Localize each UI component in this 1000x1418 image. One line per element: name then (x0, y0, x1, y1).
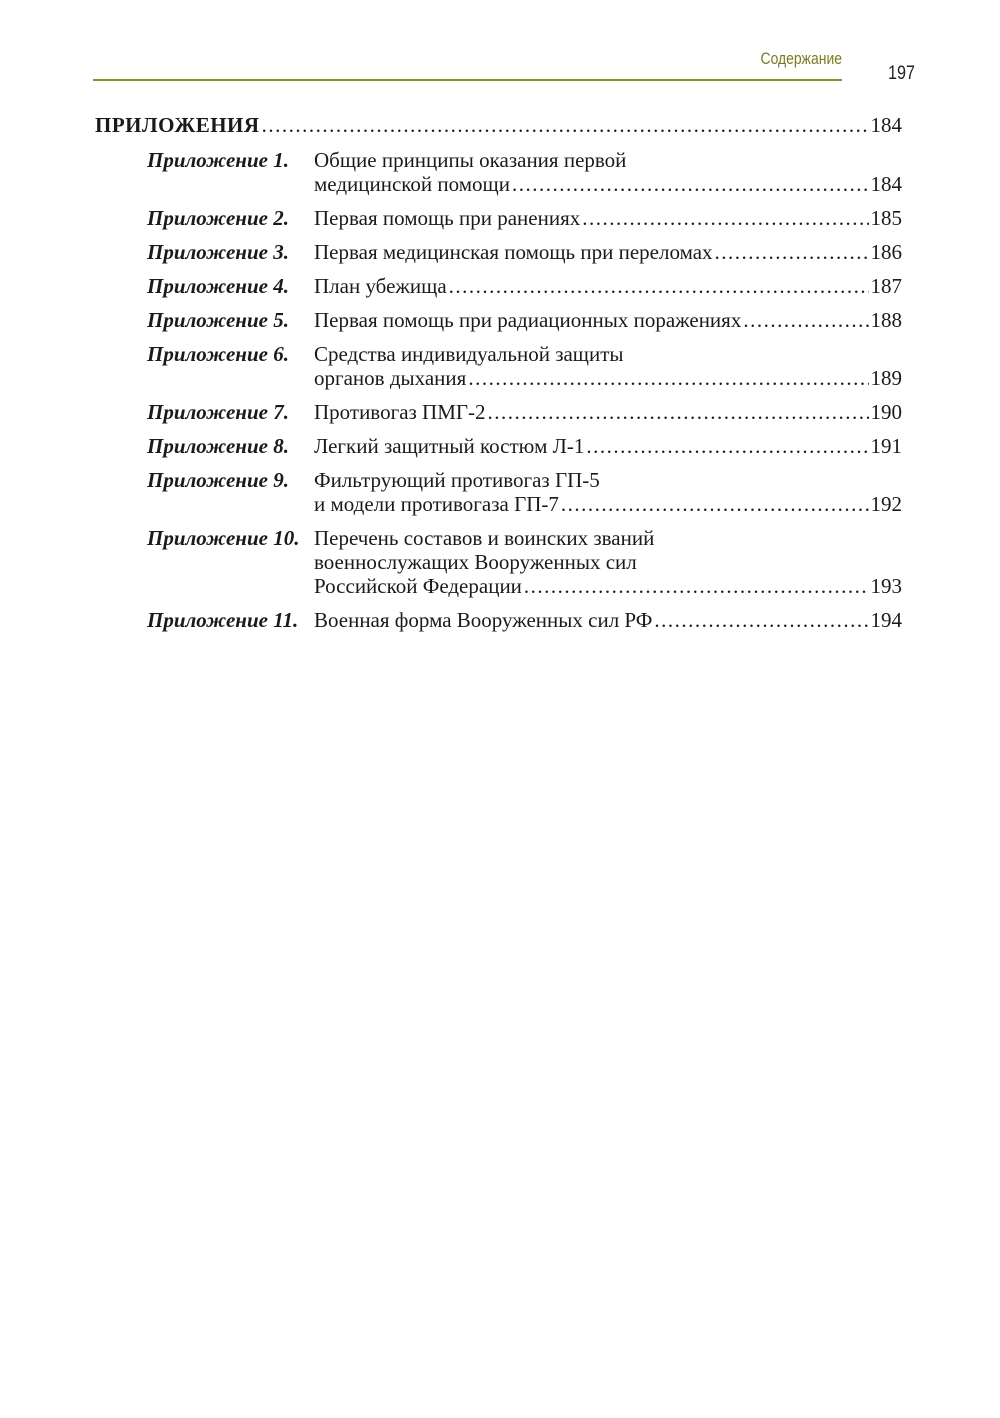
toc-entry-title-line: органов дыхания (314, 366, 467, 390)
toc-entry-title (314, 240, 902, 264)
toc-entry-title-line: медицинской помощи (314, 172, 510, 196)
toc-page-number: 187 (870, 274, 902, 298)
toc-entry-title-line: Первая медицинская помощь при переломах (314, 240, 713, 264)
toc-section-title: ПРИЛОЖЕНИЯ (95, 113, 260, 137)
toc-entry-title-line: Российской Федерации (314, 574, 522, 598)
toc-entry[interactable] (147, 526, 902, 598)
toc-entry-title (314, 148, 902, 196)
toc-entry[interactable] (147, 148, 902, 196)
dot-leader (743, 308, 868, 332)
toc-entry-label: Приложение 6. (147, 342, 289, 366)
toc-entry-title (314, 434, 902, 458)
toc-entry-title (314, 274, 902, 298)
toc-entry-label: Приложение 5. (147, 308, 289, 332)
toc-page-number: 185 (870, 206, 902, 230)
toc-page-number: 194 (870, 608, 902, 632)
toc-entry-title (314, 400, 902, 424)
dot-leader (561, 492, 869, 516)
toc-page-number: 191 (870, 434, 902, 458)
toc-entry[interactable] (147, 308, 902, 332)
dot-leader (512, 172, 869, 196)
toc-entry-label: Приложение 2. (147, 206, 289, 230)
dot-leader (586, 434, 868, 458)
toc-entry[interactable] (147, 274, 902, 298)
toc-entry-title-line: Средства индивидуальной защиты (314, 342, 624, 366)
toc-page-number: 192 (870, 492, 902, 516)
toc-entry[interactable] (147, 400, 902, 424)
toc-page-number: 184 (870, 113, 902, 137)
toc-entry-label: Приложение 10. (147, 526, 300, 550)
toc-entry[interactable] (147, 206, 902, 230)
toc-entry-title-line: Фильтрующий противогаз ГП-5 (314, 468, 600, 492)
dot-leader (449, 274, 869, 298)
toc-entry-title (314, 308, 902, 332)
toc-entry-title-line: Общие принципы оказания первой (314, 148, 627, 172)
toc-entry-title-line: и модели противогаза ГП-7 (314, 492, 559, 516)
toc-entry-title (314, 342, 902, 390)
dot-leader (582, 206, 868, 230)
toc-page-number: 193 (870, 574, 902, 598)
toc-entry-label: Приложение 9. (147, 468, 289, 492)
toc-entry-label: Приложение 3. (147, 240, 289, 264)
toc-entry-label: Приложение 11. (147, 608, 299, 632)
toc-entry[interactable] (147, 468, 902, 516)
toc-entries (95, 148, 902, 632)
toc-page-number: 186 (870, 240, 902, 264)
dot-leader (524, 574, 869, 598)
toc-entry-title-line: План убежища (314, 274, 447, 298)
toc-entry[interactable] (147, 240, 902, 264)
toc-entry-label: Приложение 7. (147, 400, 289, 424)
table-of-contents (95, 113, 902, 642)
toc-entry-label: Приложение 8. (147, 434, 289, 458)
toc-entry-title-line: Легкий защитный костюм Л-1 (314, 434, 585, 458)
toc-entry-title-line: Противогаз ПМГ-2 (314, 400, 486, 424)
dot-leader (468, 366, 868, 390)
toc-entry-label: Приложение 1. (147, 148, 289, 172)
dot-leader (488, 400, 869, 424)
running-head: Содержание (760, 49, 842, 68)
toc-entry-title (314, 206, 902, 230)
toc-entry-title-line: Перечень составов и воинских званий (314, 526, 655, 550)
toc-entry[interactable] (147, 342, 902, 390)
toc-page-number: 190 (870, 400, 902, 424)
toc-entry-title-line: Первая помощь при ранениях (314, 206, 581, 230)
toc-page-number: 189 (870, 366, 902, 390)
toc-entry-title (314, 526, 902, 598)
toc-entry[interactable] (147, 608, 902, 632)
toc-page-number: 184 (870, 172, 902, 196)
toc-entry-title-line: Первая помощь при радиационных поражениях (314, 308, 742, 332)
page-number: 197 (888, 63, 915, 84)
toc-entry-label: Приложение 4. (147, 274, 289, 298)
toc-section-row[interactable] (95, 113, 902, 137)
header-rule (93, 79, 842, 81)
dot-leader (715, 240, 869, 264)
dot-leader (262, 113, 869, 137)
toc-entry-title-line: Военная форма Вооруженных сил РФ (314, 608, 653, 632)
toc-entry-title-line: военнослужащих Вооруженных сил (314, 550, 637, 574)
toc-entry-title (314, 608, 902, 632)
dot-leader (654, 608, 868, 632)
toc-entry-title (314, 468, 902, 516)
toc-page-number: 188 (870, 308, 902, 332)
toc-entry[interactable] (147, 434, 902, 458)
